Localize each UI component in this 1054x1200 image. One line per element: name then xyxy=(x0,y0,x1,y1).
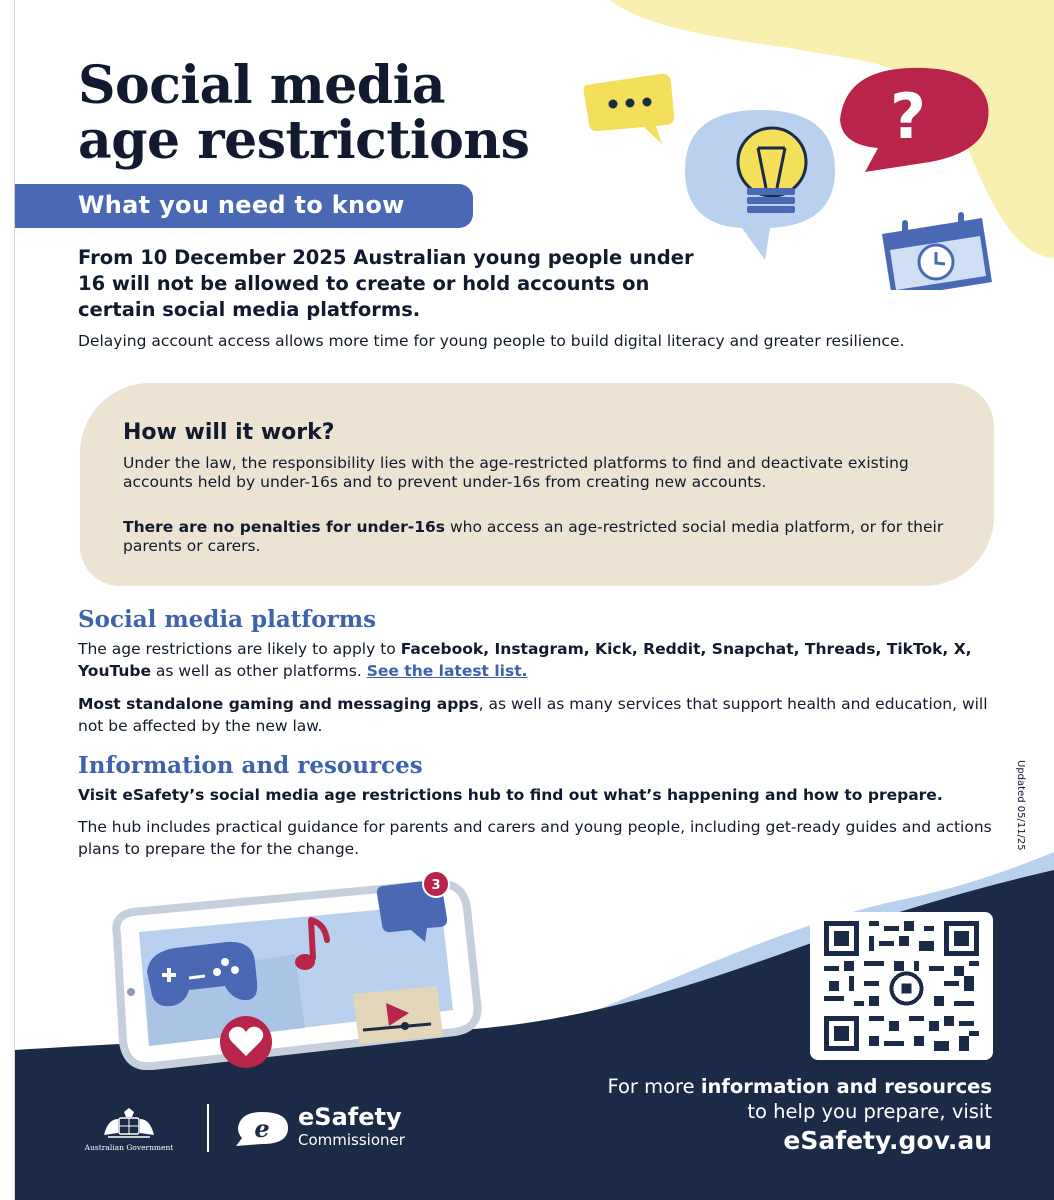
coat-of-arms-emblem xyxy=(74,1105,184,1143)
cta-line-1 xyxy=(607,1074,992,1099)
lead-subtext: Delaying account access allows more time for young people to build digital literacy and greater resilience. xyxy=(78,332,905,350)
ellipsis-bubble-icon xyxy=(584,74,674,144)
esafety-logo xyxy=(232,1108,292,1148)
logo-divider xyxy=(207,1104,209,1152)
cta-bold: information and resources xyxy=(700,1075,992,1098)
platforms-heading: Social media platforms xyxy=(78,606,377,633)
page-title xyxy=(78,55,530,171)
updated-date-text: Updated 05/11/25 xyxy=(1015,760,1026,851)
lead-paragraph: From 10 December 2025 Australian young people under 16 will not be allowed to create or hold accounts on certain social media platforms. xyxy=(78,246,694,321)
no-penalties-rest: who access an age-restricted social media platform, or for their parents or carers. xyxy=(123,518,944,555)
title-line-2: age restrictions xyxy=(78,110,530,171)
platforms-list: Facebook, Instagram, Kick, Reddit, Snapchat, Threads, TikTok, X, YouTube xyxy=(78,640,972,680)
svg-text:?: ? xyxy=(890,80,926,153)
exempt-apps-bold: Most standalone gaming and messaging apps xyxy=(78,695,479,713)
qr-code-pattern xyxy=(824,920,979,1052)
latest-list-link[interactable]: See the latest list. xyxy=(366,662,528,680)
platforms-text-end: as well as other platforms. xyxy=(151,662,367,680)
title-line-1: Social media xyxy=(78,55,446,116)
platforms-text-start: The age restrictions are likely to apply to xyxy=(78,640,401,658)
svg-text:e: e xyxy=(254,1114,270,1143)
no-penalties-text xyxy=(123,518,963,556)
no-penalties-bold: There are no penalties for under-16s xyxy=(123,518,446,536)
exempt-apps-rest: , as well as many services that support health and education, will not be affected by the new law. xyxy=(78,695,988,735)
gov-label: Australian Government xyxy=(84,1143,174,1152)
question-bubble-icon xyxy=(840,68,989,172)
coat-of-arms-logo xyxy=(74,1105,184,1153)
subtitle-banner-text: What you need to know xyxy=(78,191,405,219)
how-it-works-text: Under the law, the responsibility lies with the age-restricted platforms to find and deactivate existing accounts held by under-16s and to prevent under-16s from creating new accounts. xyxy=(123,454,909,491)
heart-icon xyxy=(220,1016,272,1068)
esafety-commissioner: Commissioner xyxy=(298,1131,405,1149)
resources-heading: Information and resources xyxy=(78,752,423,779)
calendar-clock-icon xyxy=(882,212,992,290)
call-to-action xyxy=(607,1074,992,1158)
updated-date xyxy=(1004,760,1034,880)
esafety-name: eSafety xyxy=(298,1103,402,1131)
cta-lead: For more xyxy=(607,1075,701,1098)
platforms-text xyxy=(78,638,998,682)
exempt-apps-text xyxy=(78,693,998,737)
lightbulb-bubble-icon xyxy=(685,110,835,260)
resources-hub-text: The hub includes practical guidance for parents and carers and young people, including get-ready guides and actions plans to prepare the for the change. xyxy=(78,818,992,858)
how-it-works-heading: How will it work? xyxy=(123,420,335,445)
cta-line-2: to help you prepare, visit xyxy=(747,1100,992,1123)
video-play-icon xyxy=(353,986,443,1044)
resources-visit-text: Visit eSafety’s social media age restrictions hub to find out what’s happening and how to prepare. xyxy=(78,786,943,804)
qr-code[interactable] xyxy=(810,912,993,1060)
notification-count: 3 xyxy=(431,878,441,893)
esafety-url[interactable]: eSafety.gov.au xyxy=(783,1126,992,1155)
phone-illustration xyxy=(105,870,485,1070)
